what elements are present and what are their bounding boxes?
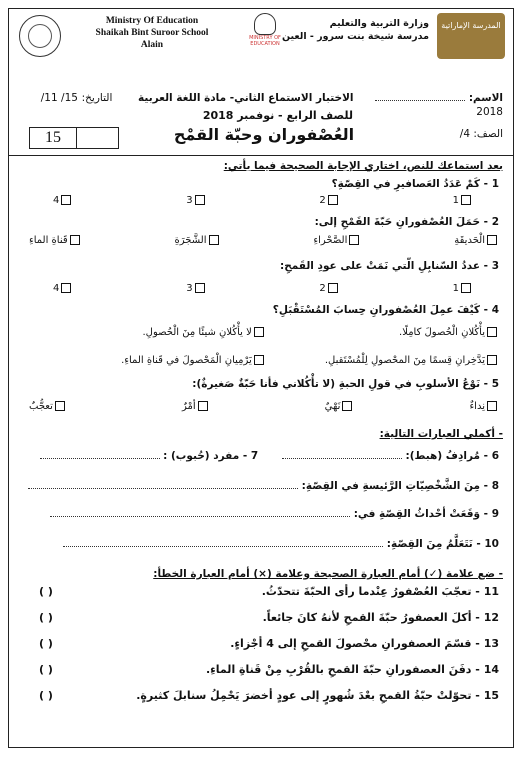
school-seal-icon — [19, 15, 61, 57]
question-6-7-row — [19, 449, 499, 463]
question-2: 2 - حَمَلَ العُصْفورانِ حَبّةَ القَمْحِ إلى: — [314, 216, 499, 228]
emirati-school-logo — [437, 13, 505, 59]
tf-item-15 — [19, 689, 499, 702]
question-10: 10 - نَتَعَلَّمُ مِنَ القِصّةِ: — [386, 538, 499, 550]
score-total: 15 — [30, 128, 77, 148]
q6-answer-field[interactable] — [282, 458, 402, 459]
q2-option-3[interactable]: الشَّجَرَةِ — [175, 235, 221, 246]
logo-text: المدرسة الإماراتية — [441, 21, 501, 30]
question-5: 5 - نَوْعُ الأسلوبِ في قولِ الحبةِ (لا تأْكُلاني فأنا حَبّةٌ صَغيرةٌ): — [192, 378, 499, 390]
q4-option-4[interactable]: يَرْمِيانِ الْمَحْصولَ في قَناةِ الماءِ. — [121, 355, 266, 366]
question-7: 7 - مفرد (حُبوب) : — [163, 450, 259, 462]
q1-option-4[interactable]: 4 — [53, 195, 73, 206]
answer-bracket-11[interactable]: ( ) — [39, 585, 53, 598]
instructions: بعد استماعك للنص، اختاري الإجابة الصحيحة فيما يأتي: — [223, 160, 503, 172]
q5-option-1[interactable]: نِداءٌ — [469, 401, 499, 412]
class-label: الصف: 4/ — [459, 128, 503, 140]
question-8-row — [19, 479, 499, 493]
exam-sheet — [8, 8, 514, 748]
exam-info-row2 — [17, 109, 503, 123]
emblem-text: MINISTRY OF EDUCATION — [249, 35, 281, 47]
q4-option-2[interactable]: لا يأْكُلانِ شيئًا مِنَ الْحُصولِ. — [143, 327, 266, 338]
tf-item-13 — [19, 637, 499, 650]
city-en: Alain — [140, 40, 164, 50]
statement-11: 11 - تعجّبَ العُصْفورُ عِنْدما رأى الحبّةَ تتحدّثُ. — [261, 585, 499, 598]
q3-option-2[interactable]: 2 — [319, 283, 339, 294]
q2-option-2[interactable]: الصَّحْراءِ — [313, 235, 361, 246]
true-false-heading: - ضع علامة (✓) أمام العبارة الصحيحة وعلامة (×) أمام العبارة الخطأ: — [153, 568, 503, 580]
question-9: 9 - وَقَعَتْ أحْداثُ القِصّةِ في: — [353, 508, 499, 520]
grade-line: للصف الرابع - نوفمبر 2018 — [202, 109, 353, 122]
answer-bracket-15[interactable]: ( ) — [39, 689, 53, 702]
question-6: 6 - مُرادِفُ (هبط): — [405, 450, 499, 462]
answer-bracket-13[interactable]: ( ) — [39, 637, 53, 650]
story-title: العُصْفوران وحبّة القمْح — [173, 125, 355, 144]
q9-answer-field[interactable] — [50, 516, 350, 517]
name-label: الاسم: — [468, 92, 503, 104]
question-10-row — [19, 537, 499, 551]
completion-heading: - أكملي العبارات التالية: — [379, 428, 503, 440]
question-5-options — [29, 401, 499, 412]
tf-item-12 — [19, 611, 499, 624]
header-arabic — [269, 17, 429, 43]
header-english — [67, 15, 237, 51]
tf-item-11 — [19, 585, 499, 598]
answer-bracket-14[interactable]: ( ) — [39, 663, 53, 676]
question-1: 1 - كَمْ عَدَدُ العَصافيرِ في القِصّةِ؟ — [331, 178, 499, 190]
q5-option-4[interactable]: تعجُّبٌ — [29, 401, 67, 412]
statement-14: 14 - دفَنَ العصفورانِ حبّةَ القمحِ بالقُرْبِ مِنْ قَناةِ الماءِ. — [206, 663, 499, 676]
q5-option-3[interactable]: أمْرٌ — [182, 401, 210, 412]
q2-option-1[interactable]: الْحَديقَةِ — [454, 235, 499, 246]
question-2-options — [29, 235, 499, 246]
question-3-options — [53, 283, 473, 294]
ministry-en: Ministry Of Education — [105, 16, 199, 26]
answer-bracket-12[interactable]: ( ) — [39, 611, 53, 624]
q7-answer-field[interactable] — [40, 458, 160, 459]
date-value: 15/ 11/ 2018 — [40, 92, 503, 118]
statement-13: 13 - قسّمَ العصفورانِ محْصولَ القمحِ إلى 4 أجْزاءٍ. — [230, 637, 499, 650]
q2-option-4[interactable]: قَناةِ الماءِ — [29, 235, 82, 246]
tf-item-14 — [19, 663, 499, 676]
date-label: التاريخ: — [81, 92, 113, 104]
score-earned-field[interactable] — [77, 128, 118, 148]
q8-answer-field[interactable] — [28, 488, 298, 489]
question-4-options-row2 — [25, 355, 499, 366]
q1-option-3[interactable]: 3 — [186, 195, 206, 206]
school-en: Shaikah Bint Suroor School — [95, 28, 209, 38]
q1-option-1[interactable]: 1 — [453, 195, 473, 206]
question-3: 3 - عددُ السّنابِلِ الّتي نَمَتْ على عودِ القَمحِ: — [280, 260, 499, 272]
statement-15: 15 - تحوّلتْ حبّةُ القمحِ بعْدَ شُهورٍ إلى عودٍ أخضرَ يَحْمِلُ سنابلَ كثيرةٍ. — [136, 689, 499, 702]
q3-option-1[interactable]: 1 — [453, 283, 473, 294]
school-ar: مدرسة شيخة بنت سرور - العين — [282, 31, 429, 42]
q4-option-1[interactable]: يأْكُلانِ الْحُصولَ كامِلًا. — [269, 327, 499, 338]
divider — [9, 155, 513, 156]
exam-title: الاختبار الاستماع الثاني- مادة اللغة العربية — [138, 92, 354, 104]
q3-option-4[interactable]: 4 — [53, 283, 73, 294]
question-1-options — [53, 195, 473, 206]
question-4-options-row1 — [25, 327, 499, 338]
score-box — [29, 127, 119, 149]
ministry-ar: وزارة التربية والتعليم — [329, 18, 429, 29]
q10-answer-field[interactable] — [63, 546, 383, 547]
statement-12: 12 - أكلَ العصفورُ حبّةَ القمحِ لأنهُ كانَ جائعاً. — [262, 611, 499, 624]
q1-option-2[interactable]: 2 — [319, 195, 339, 206]
q5-option-2[interactable]: نَهْيٌ — [325, 401, 355, 412]
question-8: 8 - مِنَ الشَّخْصِيّاتِ الرَّئيسةِ في القِصّةِ: — [301, 480, 499, 492]
question-9-row — [19, 507, 499, 521]
q3-option-3[interactable]: 3 — [186, 283, 206, 294]
question-4: 4 - كَيْفَ عمِلَ العُصْفورانِ حِسابَ المُسْتَقْبَلِ؟ — [272, 304, 499, 316]
name-field[interactable] — [375, 100, 465, 101]
q4-option-3[interactable]: يَدَّخِرانِ قِسمًا مِنَ المحْصولِ لِلْمُسْتَقبلِ. — [269, 355, 499, 366]
